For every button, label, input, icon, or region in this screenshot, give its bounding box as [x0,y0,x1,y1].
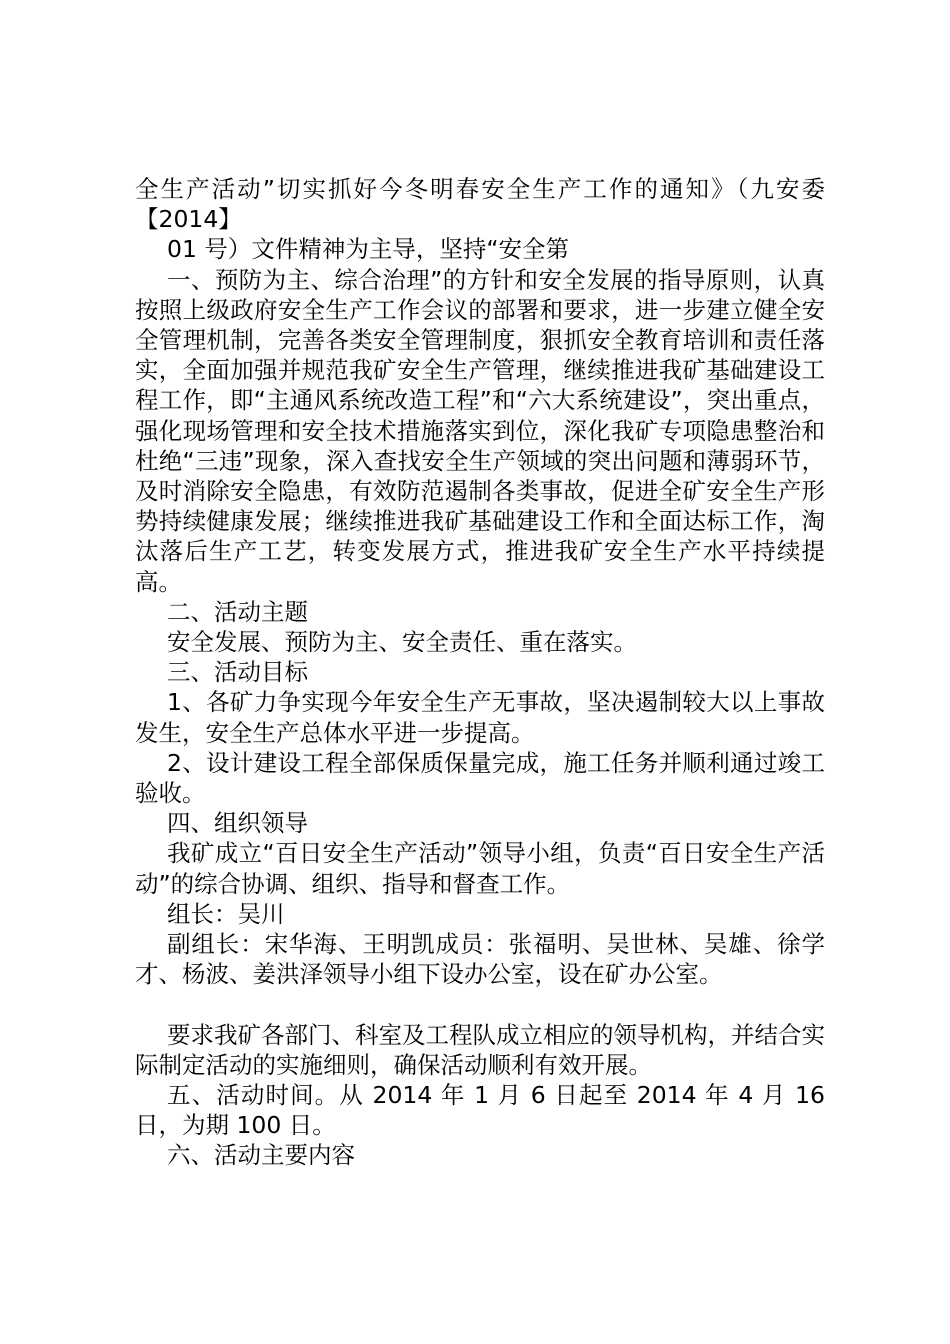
heading-organization-leadership: 四、组织领导 [167,809,308,838]
paragraph-leadership-group: 我矿成立“百日安全生产活动”领导小组，负责“百日安全生产活动”的综合协调、组织、指导和督查工作。 [135,839,825,898]
paragraph-notice-title-continuation: 全生产活动”切实抓好今冬明春安全生产工作的通知》（九安委【2014】 [135,175,825,234]
paragraph-group-leader: 组长：吴川 [167,899,285,928]
paragraph-document-number: 01 号）文件精神为主导，坚持“安全第 [167,235,570,264]
document-body [135,174,825,1171]
heading-activity-goals: 三、活动目标 [167,658,308,687]
heading-main-content: 六、活动主要内容 [167,1141,355,1170]
heading-activity-theme: 二、活动主题 [167,597,308,626]
paragraph-group-members: 副组长：宋华海、王明凯成员：张福明、吴世林、吴雄、徐学才、杨波、姜洪泽领导小组下设办公室，设在矿办公室。 [135,930,825,989]
paragraph-department-requirements: 要求我矿各部门、科室及工程队成立相应的领导机构，并结合实际制定活动的实施细则，确保活动顺利有效开展。 [135,1020,825,1079]
paragraph-goal-1: 1、各矿力争实现今年安全生产无事故，坚决遏制较大以上事故发生，安全生产总体水平进一步提高。 [135,688,825,747]
paragraph-goal-2: 2、设计建设工程全部保质保量完成，施工任务并顺利通过竣工验收。 [135,748,825,808]
paragraph-activity-theme: 安全发展、预防为主、安全责任、重在落实。 [167,628,637,657]
paragraph-activity-time: 五、活动时间。从 2014 年 1 月 6 日起至 2014 年 4 月 16 日，为期 100 日。 [135,1081,825,1140]
paragraph-guiding-principles: 一、预防为主、综合治理”的方针和安全发展的指导原则，认真按照上级政府安全生产工作会议的部署和要求，进一步建立健全安全管理机制，完善各类安全管理制度，狠抓安全教育培训和责任落实，全面加强并规范我矿安全生产管理，继续推进我矿基础建设工程工作，即“主通风系统改造工程”和“六大系统建设”，突出重点，强化现场管理和安全技术措施落实到位，深化我矿专项隐患整治和杜绝“三违”现象，深入查找安全生产领域的突出问题和薄弱环节，及时消除安全隐患，有效防范遏制各类事故，促进全矿安全生产形势持续健康发展；继续推进我矿基础建设工作和全面达标工作，淘汰落后生产工艺，转变发展方式，推进我矿安全生产水平持续提高。 [135,265,825,596]
blank-line [135,989,825,1019]
